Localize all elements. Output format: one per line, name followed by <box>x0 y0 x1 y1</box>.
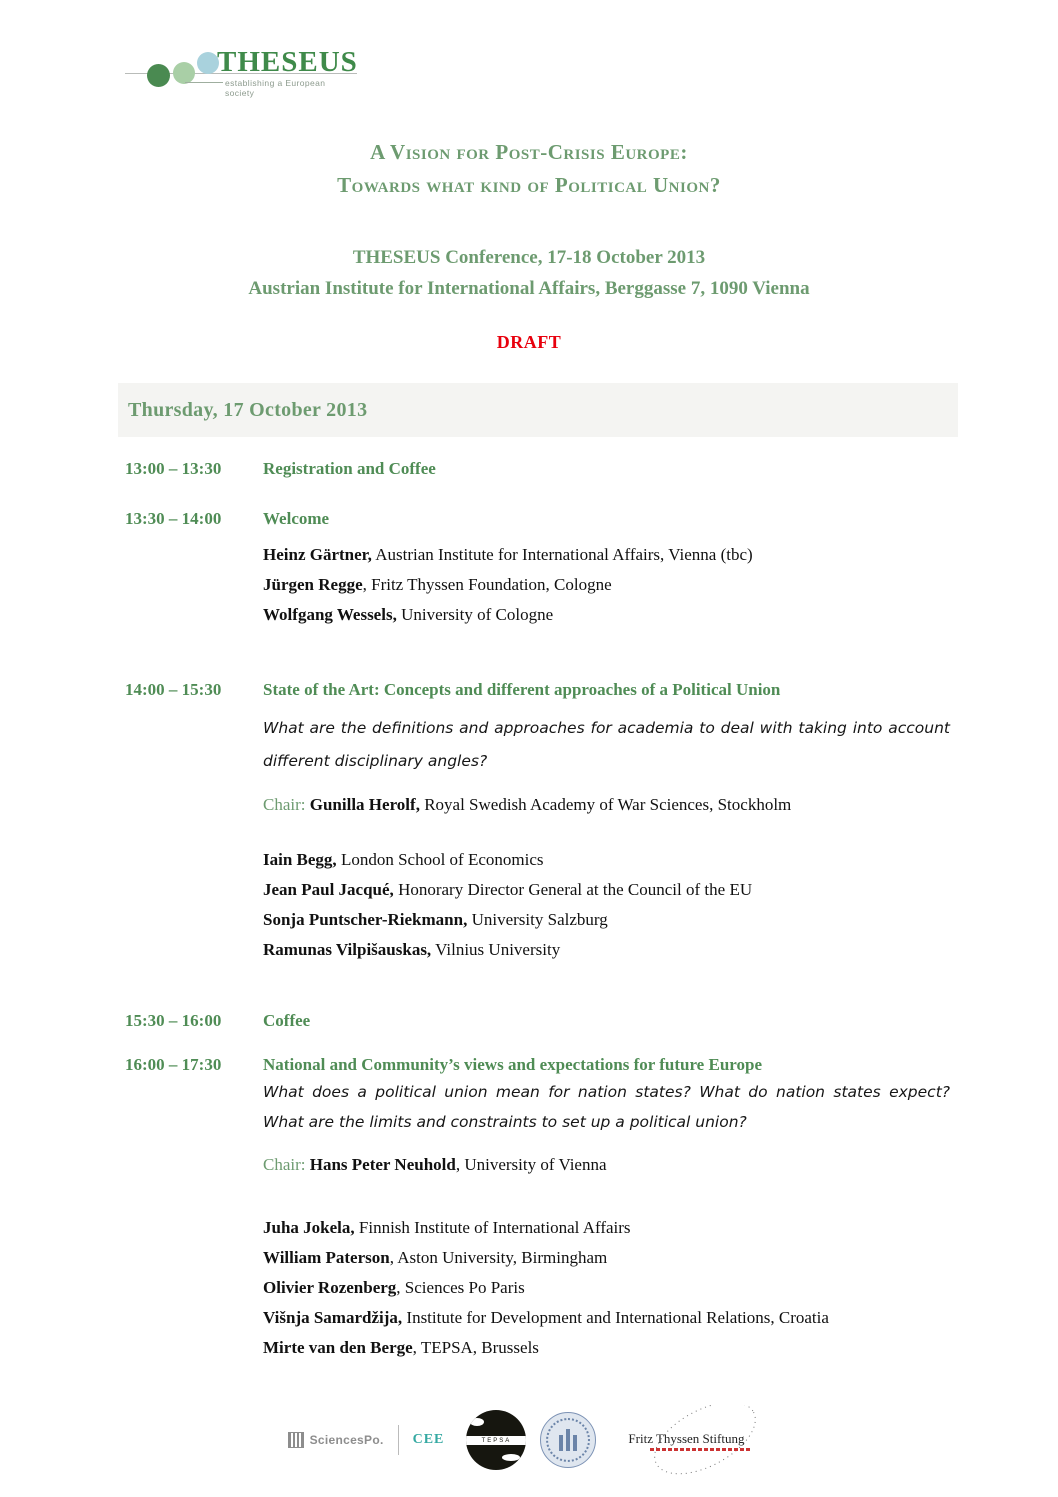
session-title: Coffee <box>263 1011 311 1030</box>
speaker-line: Višnja Samardžija, Institute for Development and International Relations, Croatia <box>263 1308 829 1327</box>
tepsa-logo <box>466 1410 526 1470</box>
fritz-thyssen-label: Fritz Thyssen Stiftung <box>628 1431 745 1446</box>
conference-info-line1: THESEUS Conference, 17-18 October 2013 <box>352 247 706 268</box>
time-slot: 13:30 – 14:00 <box>125 509 222 528</box>
university-seal-logo <box>540 1412 596 1468</box>
seal-text-ring <box>546 1418 590 1462</box>
session-title: Registration and Coffee <box>263 459 436 478</box>
chair-name: Gunilla Herolf, <box>305 795 420 814</box>
speaker-line: Heinz Gärtner, Austrian Institute for International Affairs, Vienna (tbc) <box>263 545 753 564</box>
cee-logo: CEE <box>412 1432 445 1447</box>
speaker-line: Juha Jokela, Finnish Institute of International Affairs <box>263 1218 631 1237</box>
session-title: National and Community’s views and expectations for future Europe <box>263 1055 763 1074</box>
sciencespo-logo <box>288 1432 384 1448</box>
time-slot: 15:30 – 16:00 <box>125 1011 222 1030</box>
tepsa-map-shape <box>502 1454 520 1461</box>
sciencespo-icon <box>288 1432 304 1448</box>
document-title-line1: A Vision for Post-Crisis Europe: <box>370 140 688 164</box>
session-title: Welcome <box>263 509 330 528</box>
speaker-list <box>263 845 950 965</box>
footer-partner-logos <box>0 1405 1058 1475</box>
chair-label: Chair: <box>263 795 306 814</box>
speaker-line: Olivier Rozenberg, Sciences Po Paris <box>263 1278 525 1297</box>
fritz-thyssen-logo <box>620 1405 770 1475</box>
footer-divider <box>398 1425 399 1455</box>
chair-label: Chair: <box>263 1155 306 1174</box>
tepsa-map-shape <box>470 1418 484 1426</box>
logo-tagline-rule <box>185 82 223 83</box>
session-description: What does a political union mean for nation states? What do nation states expect? What are the limits and constraints to set up a political union? <box>263 1083 950 1131</box>
schedule-row-registration <box>125 459 950 479</box>
time-slot: 14:00 – 15:30 <box>125 680 222 699</box>
speaker-line: Wolfgang Wessels, University of Cologne <box>263 605 554 624</box>
chair-affiliation: Royal Swedish Academy of War Sciences, Stockholm <box>419 795 792 814</box>
time-slot: 16:00 – 17:30 <box>125 1055 222 1074</box>
schedule-row-state-of-the-art <box>125 680 950 965</box>
speaker-line: Sonja Puntscher-Riekmann, University Salzburg <box>263 910 608 929</box>
chair-affiliation: , University of Vienna <box>455 1155 607 1174</box>
chair-name: Hans Peter Neuhold <box>305 1155 456 1174</box>
schedule-row-coffee <box>125 1011 950 1031</box>
draft-watermark: DRAFT <box>496 332 562 352</box>
speaker-line: Iain Begg, London School of Economics <box>263 850 544 869</box>
logo-circle-light-blue <box>197 52 219 74</box>
speaker-list <box>263 1213 950 1363</box>
speaker-list <box>263 540 950 630</box>
session-title: State of the Art: Concepts and different approaches of a Political Union <box>263 680 781 699</box>
schedule-row-welcome <box>125 509 950 630</box>
schedule-row-national-community-views <box>125 1055 950 1363</box>
session-description: What are the definitions and approaches for academia to deal with taking into account different disciplinary angles? <box>263 719 950 770</box>
theseus-logo <box>125 40 357 102</box>
logo-wordmark: THESEUS <box>217 46 358 78</box>
conference-info <box>0 242 1058 304</box>
tepsa-label: TEPSA <box>466 1436 526 1445</box>
logo-circle-dark-green <box>147 64 170 87</box>
chair-line <box>263 795 950 815</box>
speaker-line: Jürgen Regge, Fritz Thyssen Foundation, Cologne <box>263 575 612 594</box>
logo-circle-light-green <box>173 62 195 84</box>
sciencespo-label: SciencesPo. <box>309 1433 384 1447</box>
speaker-line: Ramunas Vilpišauskas, Vilnius University <box>263 940 561 959</box>
chair-line <box>263 1155 950 1175</box>
day-header-text: Thursday, 17 October 2013 <box>128 398 368 421</box>
schedule <box>125 459 950 1363</box>
day-header-bar <box>118 383 958 437</box>
speaker-line: William Paterson, Aston University, Birmingham <box>263 1248 608 1267</box>
document-title-line2: Towards what kind of Political Union? <box>337 173 721 197</box>
time-slot: 13:00 – 13:30 <box>125 459 222 478</box>
conference-info-line2: Austrian Institute for International Affairs, Berggasse 7, 1090 Vienna <box>248 278 810 299</box>
logo-tagline: establishing a European society <box>225 78 326 98</box>
document-title <box>0 136 1058 202</box>
fritz-thyssen-red-subtitle <box>650 1448 750 1451</box>
speaker-line: Jean Paul Jacqué, Honorary Director General at the Council of the EU <box>263 880 753 899</box>
speaker-line: Mirte van den Berge, TEPSA, Brussels <box>263 1338 539 1357</box>
